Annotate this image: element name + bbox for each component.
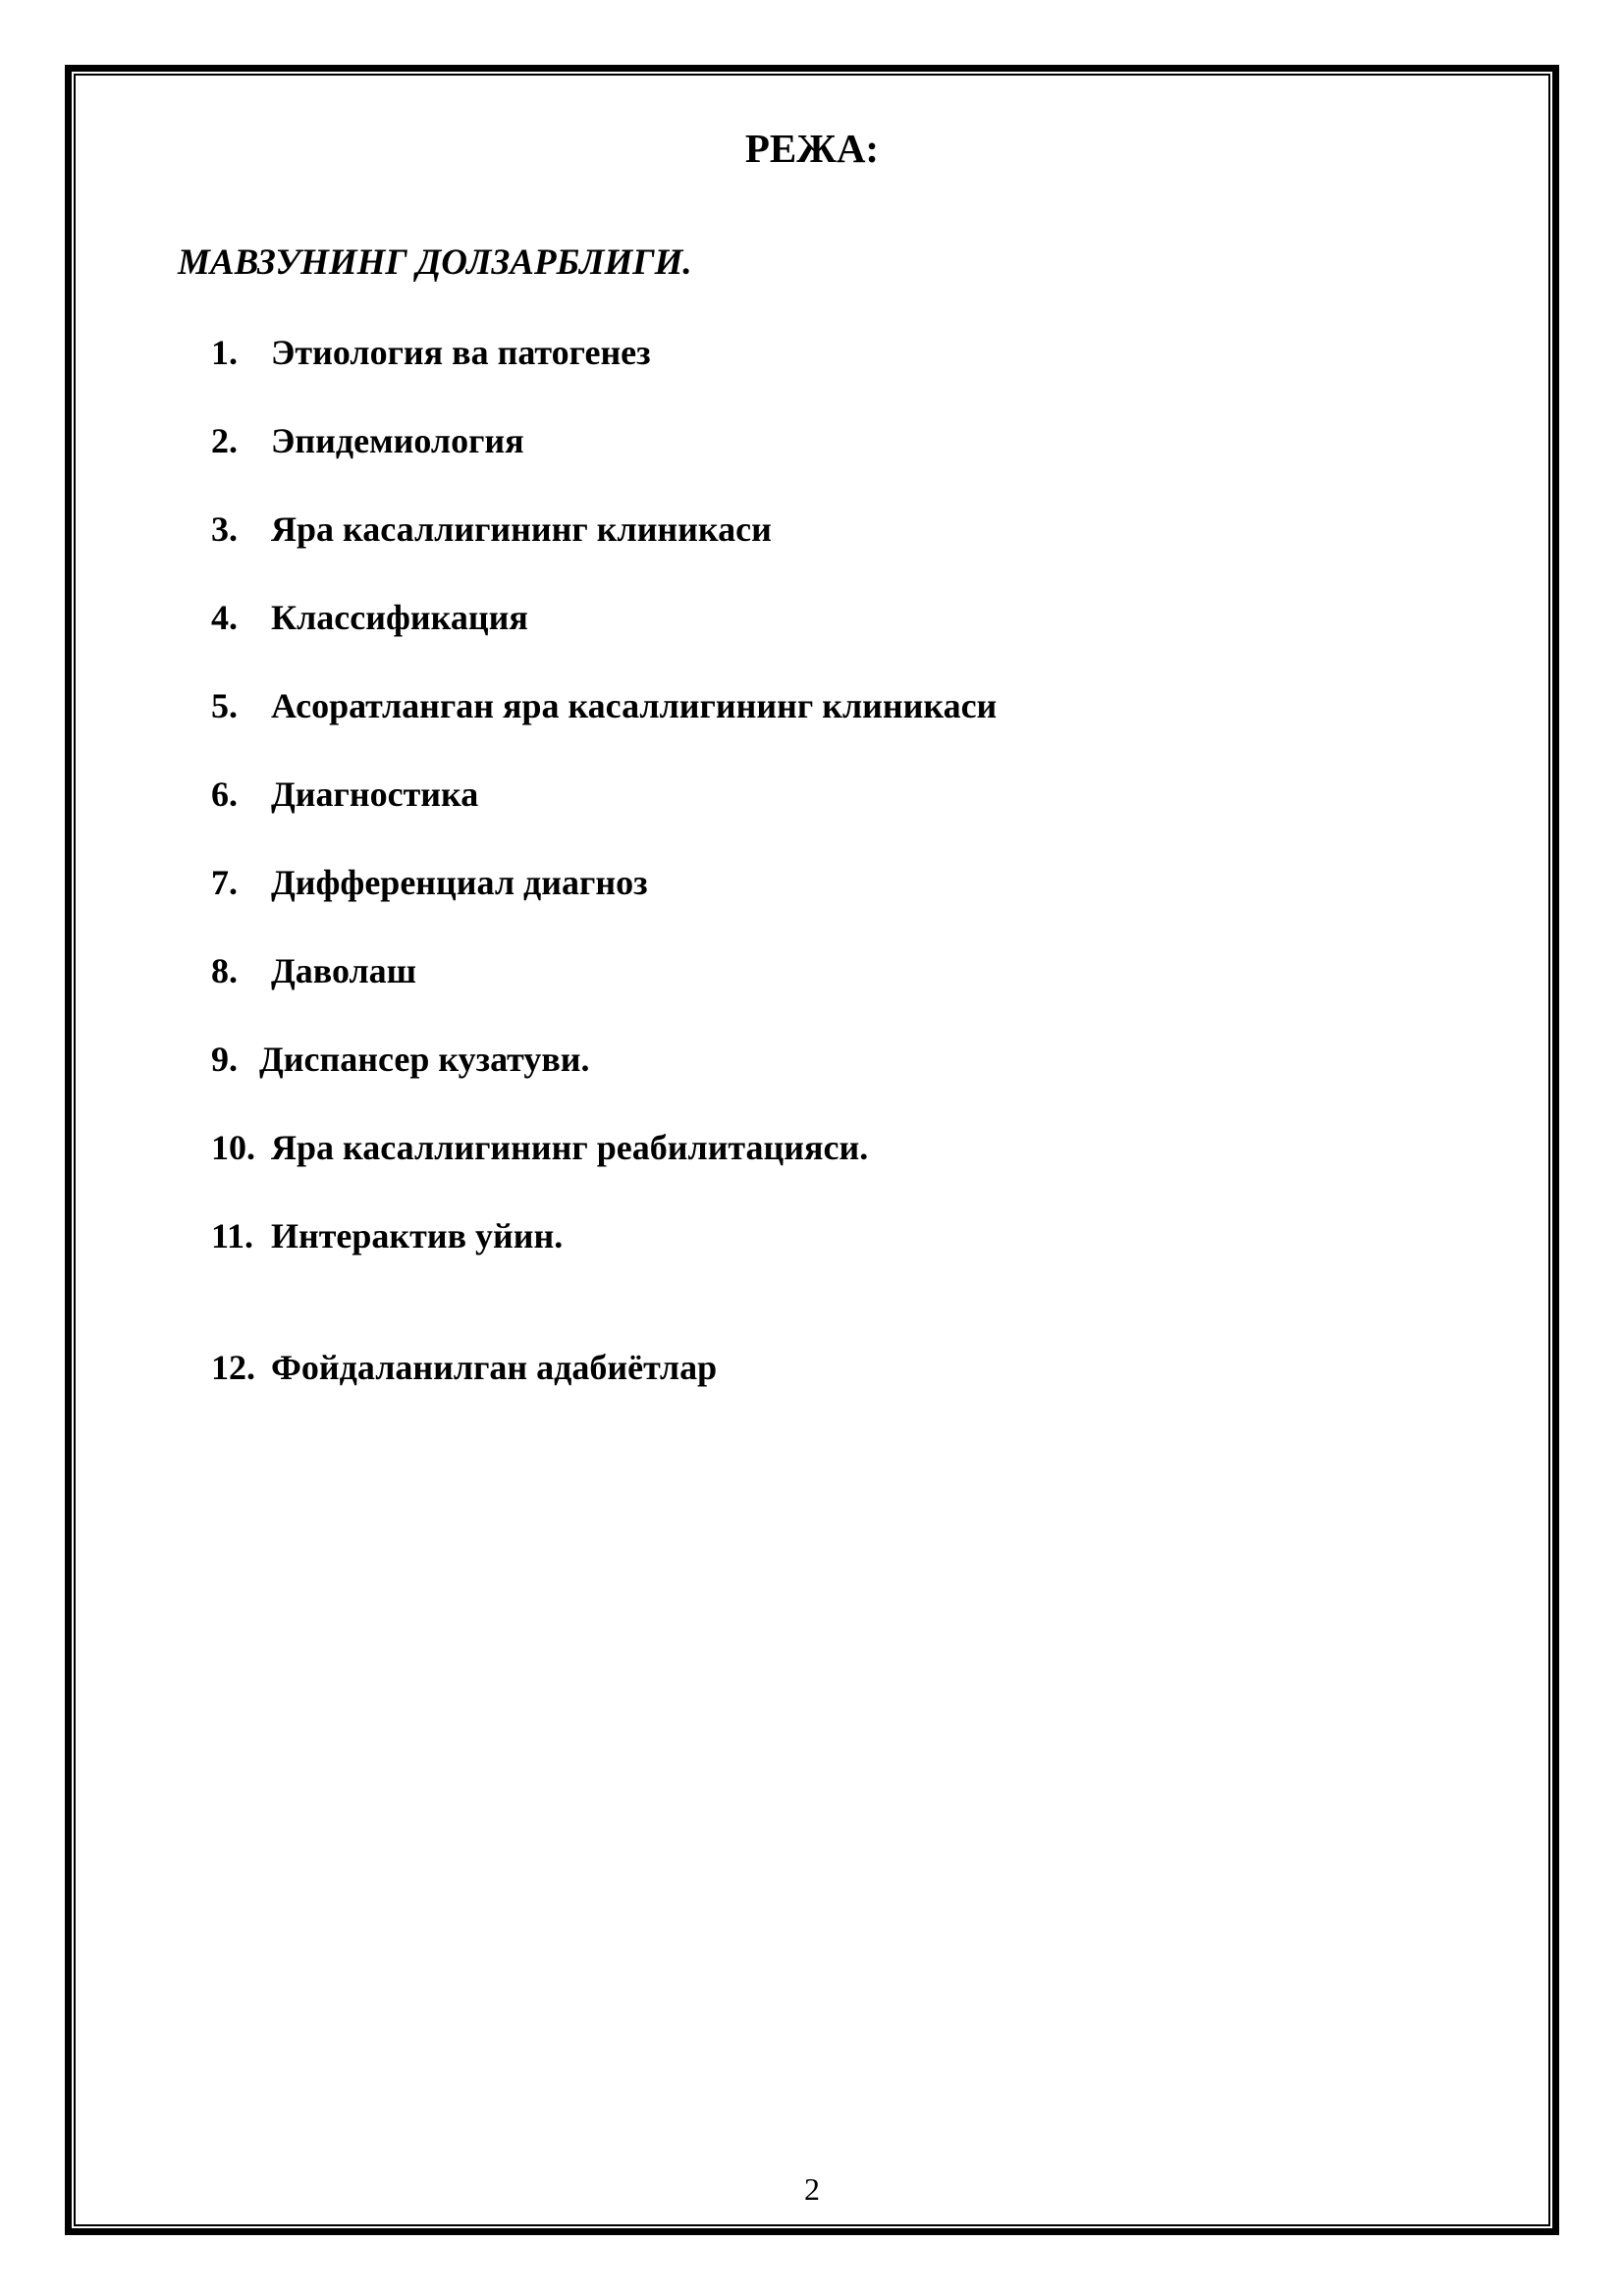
plan-item-text: Эпидемиология: [271, 421, 524, 460]
plan-item-4: [211, 596, 528, 639]
plan-item-number: 8.: [211, 951, 238, 990]
plan-item-number: 2.: [211, 421, 238, 460]
plan-item-number: 12.: [211, 1348, 255, 1387]
plan-item-text: Дифференциал диагноз: [271, 863, 648, 902]
plan-item-number: 6.: [211, 774, 238, 814]
page-number: 2: [804, 2171, 820, 2207]
plan-item-2: [211, 419, 524, 462]
plan-item-text: Даволаш: [271, 951, 417, 990]
plan-item-number: 3.: [211, 509, 238, 549]
page-title: РЕЖА:: [744, 126, 880, 171]
plan-item-text: Асоратланган яра касаллигининг клиникаси: [271, 686, 998, 725]
plan-item-8: [211, 949, 416, 992]
plan-item-12: [211, 1346, 717, 1389]
plan-item-number: 7.: [211, 863, 238, 902]
plan-item-text: Яра касаллигининг клиникаси: [271, 509, 772, 549]
plan-item-6: [211, 773, 478, 816]
plan-item-11: [211, 1214, 563, 1257]
plan-item-number: 1.: [211, 333, 238, 372]
plan-item-number: 9.: [211, 1040, 238, 1079]
plan-item-10: [211, 1126, 868, 1169]
plan-item-text: Интерактив уйин.: [271, 1216, 564, 1255]
plan-item-text: Фойдаланилган адабиётлар: [271, 1348, 718, 1387]
plan-item-number: 4.: [211, 598, 238, 637]
plan-item-text: Этиология ва патогенез: [271, 333, 651, 372]
plan-item-text: Яра касаллигининг реабилитацияси.: [271, 1128, 869, 1167]
plan-item-number: 10.: [211, 1128, 255, 1167]
plan-item-text: Диагностика: [271, 774, 479, 814]
plan-item-5: [211, 684, 997, 727]
plan-item-1: [211, 331, 651, 374]
page-subtitle: МАВЗУНИНГ ДОЛЗАРБЛИГИ.: [178, 242, 692, 283]
plan-item-7: [211, 861, 648, 904]
plan-item-number: 11.: [211, 1216, 254, 1255]
plan-item-9: [211, 1038, 590, 1081]
plan-item-text: Классификация: [271, 598, 528, 637]
plan-item-number: 5.: [211, 686, 238, 725]
plan-item-3: [211, 507, 772, 551]
plan-item-text: Диспансер кузатуви.: [259, 1040, 590, 1079]
